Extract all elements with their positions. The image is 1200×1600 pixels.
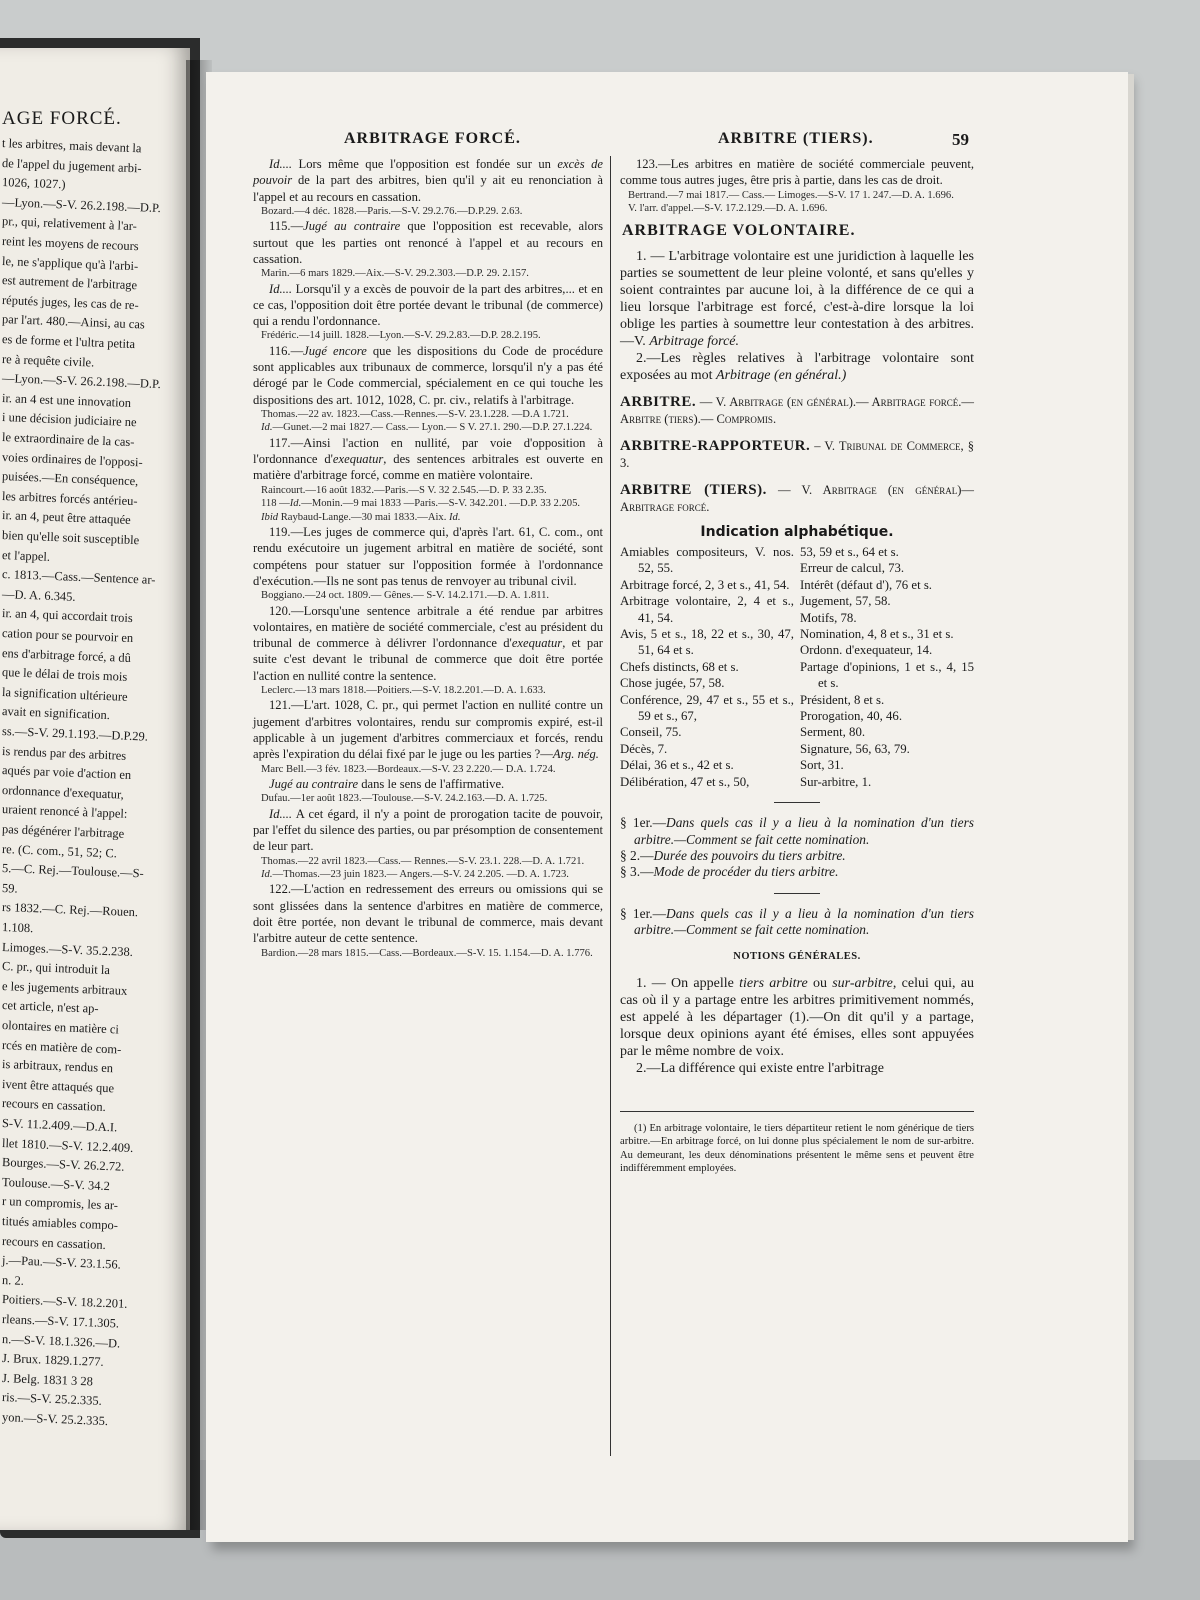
- index-entry: Président, 8 et s.: [800, 692, 885, 707]
- index-entry: Chose jugée, 57, 58.: [620, 676, 725, 691]
- right-column: [620, 156, 974, 1175]
- left-page-line: les arbitres forcés antérieu-: [1, 488, 138, 509]
- running-head-right: ARBITRE (TIERS).: [718, 130, 874, 147]
- citation: Thomas.—22 av. 1823.—Cass.—Rennes.—S-V. 23.1.228. —D.A 1.721.: [261, 409, 569, 421]
- left-page-line: ir. an 4, peut être attaquée: [1, 508, 131, 528]
- left-page-line: llet 1810.—S-V. 12.2.409.: [1, 1135, 134, 1155]
- left-page-line: Toulouse.—S-V. 34.2: [1, 1174, 111, 1193]
- left-page-line: et l'appel.: [1, 547, 51, 564]
- left-page-line: c. 1813.—Cass.—Sentence ar-: [1, 567, 156, 588]
- citation: Marin.—6 mars 1829.—Aix.—S-V. 29.2.303.—D.P. 29. 2.157.: [261, 268, 529, 280]
- citation: Bertrand.—7 mai 1817.— Cass.— Limoges.—S-V. 17 1. 247.—D. A. 1.696.: [628, 189, 954, 201]
- left-page-line: 1026, 1027.): [1, 175, 66, 192]
- index-entry: Amiables compositeurs, V. nos. 52, 55.: [620, 545, 794, 576]
- paragraph-116: 116.—Jugé encore que les dispositions du Code de procédure sont applicables aux tribunaux de commerce, lorsqu'il n'y a pas été dérogé par le Code commercial, spécialement en ce qui touche les dispositions des art. 1012, 1028, C. pr. civ., relatifs à l'arbitrage.: [253, 343, 604, 407]
- citation: Id.—Gunet.—2 mai 1827.— Cass.— Lyon.— S V. 27.1. 290.—D.P. 27.1.224.: [261, 422, 593, 434]
- left-page-line: pas dégénérer l'arbitrage: [1, 822, 125, 841]
- left-page-heading: AGE FORCÉ.: [2, 108, 122, 129]
- left-page-line: bien qu'elle soit susceptible: [1, 528, 140, 548]
- citation: Boggiano.—24 oct. 1809.— Gênes.— S-V. 14.2.171.—D. A. 1.811.: [261, 590, 550, 602]
- left-page-line: ivent être attaqués que: [1, 1076, 115, 1096]
- paragraph: Id.... Lorsqu'il y a excès de pouvoir de la part des arbitres,... et en ce cas, l'opposition doit être portée devant le tribunal (de commerce) qui a rendu l'ordonnance.: [253, 281, 603, 329]
- left-column: [253, 156, 603, 960]
- index-entry: Décès, 7.: [620, 741, 668, 756]
- section-heading: § 1er.—Dans quels cas il y a lieu à la nomination d'un tiers arbitre.—Comment se fait cette nomination.: [620, 905, 974, 938]
- left-page-line: C. pr., qui introduit la: [1, 959, 111, 978]
- left-page-line: aqués par voie d'action en: [1, 763, 132, 783]
- left-page-line: par l'art. 480.—Ainsi, au cas: [1, 312, 146, 332]
- left-page-line: voies ordinaires de l'opposi-: [1, 449, 143, 469]
- divider: [774, 802, 820, 803]
- left-page-line: 5.—C. Rej.—Toulouse.—S-: [1, 861, 145, 881]
- index-column-1: [620, 544, 794, 790]
- left-page-line: r un compromis, les ar-: [1, 1194, 119, 1213]
- left-page-line: Poitiers.—S-V. 18.2.201.: [1, 1292, 128, 1312]
- citation: 118 —Id.—Monin.—9 mai 1833 —Paris.—S-V. 342.201. —D.P. 33 2.205.: [261, 498, 581, 510]
- left-page-line: ir. an 4, qui accordait trois: [1, 606, 134, 626]
- index-entry: Avis, 5 et s., 18, 22 et s., 30, 47, 51, 64 et s.: [620, 627, 794, 658]
- left-page-line: —Lyon.—S-V. 26.2.198.—D.P.: [1, 194, 161, 215]
- left-page-line: le, ne s'applique qu'à l'arbi-: [1, 253, 139, 273]
- left-page-line: cet article, n'est ap-: [1, 998, 99, 1017]
- toc-item: § 2.—Durée des pouvoirs du tiers arbitre.: [620, 847, 846, 863]
- section-title: ARBITRAGE VOLONTAIRE.: [622, 222, 856, 240]
- index-entry: Partage d'opinions, 1 et s., 4, 15 et s.: [800, 659, 974, 691]
- left-page-line: pr., qui, relativement à l'ar-: [1, 214, 138, 234]
- index-entry: Prorogation, 40, 46.: [800, 709, 903, 724]
- index-entry: Erreur de calcul, 73.: [800, 561, 905, 576]
- left-page-line: reint les moyens de recours: [1, 234, 139, 254]
- left-page-line: avait en signification.: [1, 704, 111, 723]
- left-page-line: que le délai de trois mois: [1, 665, 128, 684]
- left-page-line: titués amiables compo-: [1, 1214, 119, 1233]
- left-page-line: J. Belg. 1831 3 28: [1, 1370, 94, 1389]
- citation: Dufau.—1er août 1823.—Toulouse.—S-V. 24.2.163.—D. A. 1.725.: [261, 793, 548, 805]
- left-page-line: j.—Pau.—S-V. 23.1.56.: [1, 1253, 122, 1272]
- left-page-line: re à requête civile.: [1, 351, 95, 370]
- left-page-line: S-V. 11.2.409.—D.A.I.: [1, 1116, 118, 1135]
- left-page-line: rcés en matière de com-: [1, 1037, 122, 1057]
- citation: Raincourt.—16 août 1832.—Paris.—S V. 32 2.545.—D. P. 33 2.35.: [261, 484, 547, 496]
- paragraph-119: 119.—Les juges de commerce qui, d'après l'art. 61, C. com., ont rendu exécutoire un jugement arbitral en matière de société, sont compétens pour statuer sur l'opposition formée à l'ordonnance d'exécution.—Ils ne sont pas tenus de renvoyer au tribunal civil.: [253, 525, 603, 588]
- citation: Thomas.—22 avril 1823.—Cass.— Rennes.—S-V. 23.1. 228.—D. A. 1.721.: [261, 855, 585, 867]
- index-entry: Intérêt (défaut d'), 76 et s.: [800, 577, 932, 592]
- paragraph-117: 117.—Ainsi l'action en nullité, par voie d'opposition à l'ordonnance d'exequatur, des sentences arbitrales est ouverte en matière d'arbitrage forcé, comme en matière volontaire.: [253, 435, 603, 483]
- left-page-line: —Lyon.—S-V. 26.2.198.—D.P.: [1, 371, 161, 392]
- left-page-line: is rendus par des arbitres: [1, 743, 127, 763]
- citation: Id.—Thomas.—23 juin 1823.— Angers.—S-V. 24 2.205. —D. A. 1.723.: [261, 869, 569, 881]
- citation: Bardion.—28 mars 1815.—Cass.—Bordeaux.—S-V. 15. 1.154.—D. A. 1.776.: [261, 947, 593, 959]
- left-page-line: n.—S-V. 18.1.326.—D.: [1, 1331, 121, 1351]
- index-entry: Serment, 80.: [800, 725, 866, 740]
- index-entry: Motifs, 78.: [800, 610, 857, 625]
- index-entry: Conférence, 29, 47 et s., 55 et s., 59 et s., 67,: [620, 692, 794, 724]
- paragraph: Id.... Lors même que l'opposition est fondée sur un excès de pouvoir de la part des arbitres, bien qu'il y ait eu renonciation à l'appel et au recours en cassation.: [253, 157, 604, 204]
- paragraph-121: 121.—L'art. 1028, C. pr., qui permet l'action en nullité contre un jugement d'arbitres volontaires, rendu sur compromis expiré, est-il applicable à un jugement d'arbitres commerciaux et forcés, rendu après l'expiration du délai fixé par le juge ou les parties ?—Arg. nég.: [253, 698, 603, 762]
- footnote-rule: [620, 1111, 974, 1112]
- index-entry: Jugement, 57, 58.: [800, 594, 891, 609]
- left-page-line: yon.—S-V. 25.2.335.: [1, 1410, 109, 1429]
- footnote: (1) En arbitrage volontaire, le tiers départiteur retient le nom générique de tiers arbitre.—En arbitrage forcé, on lui donne plus spécialement le nom de sur-arbitre. Au demeurant, les deux dénominations présentent le même sens et peuvent être indifféremment employées.: [620, 1122, 974, 1175]
- index-entry: Arbitrage forcé, 2, 3 et s., 41, 54.: [620, 577, 790, 592]
- index-entry: Sur-arbitre, 1.: [800, 774, 872, 789]
- page-edge: [1128, 74, 1134, 1540]
- paragraph-120: 120.—Lorsqu'une sentence arbitrale a été rendue par arbitres volontaires, en matière de société commerciale, c'est au président du tribunal de commerce à délivrer l'ordonnance d'exequatur, et par suite c'est devant le tribunal de commerce que doit être portée l'action en nullité contre la sentence.: [253, 603, 604, 683]
- citation: V. l'arr. d'appel.—S-V. 17.2.129.—D. A. 1.696.: [628, 203, 828, 214]
- column-divider: [610, 156, 611, 1456]
- left-page-line: es de forme et l'ultra petita: [1, 332, 136, 352]
- index-column-2: [800, 544, 974, 790]
- cross-reference-arbitre-tiers: ARBITRE (TIERS). — V. Arbitrage (en général)—Arbitrage forcé.: [620, 481, 974, 514]
- left-page-line: rs 1832.—C. Rej.—Rouen.: [1, 900, 139, 920]
- index-entry: Conseil, 75.: [620, 725, 682, 740]
- left-page-line: olontaires en matière ci: [1, 1018, 120, 1037]
- cross-reference-arbitre: ARBITRE. — V. Arbitrage (en général).— Arbitrage forcé.— Arbitre (tiers).— Compromis.: [620, 393, 974, 426]
- left-page-line: n. 2.: [1, 1272, 25, 1288]
- table-of-contents: [620, 815, 974, 881]
- left-page-line: 1.108.: [1, 920, 34, 936]
- left-page-line: réputés juges, les cas de re-: [1, 292, 139, 313]
- citation: Marc Bell.—3 fév. 1823.—Bordeaux.—S-V. 23 2.220.— D.A. 1.724.: [261, 763, 556, 775]
- paragraph: 2.—Les règles relatives à l'arbitrage volontaire sont exposées au mot Arbitrage (en général.): [620, 350, 974, 383]
- index-title: Indication alphabétique.: [700, 523, 894, 540]
- left-page-line: J. Brux. 1829.1.277.: [1, 1351, 104, 1370]
- left-page-line: la signification ultérieure: [1, 684, 128, 704]
- paragraph: 1. — On appelle tiers arbitre ou sur-arbitre, celui qui, au cas où il y a partage entre les arbitres primitivement nommés, est appelé à les départager (1).—On dit qu'il y a partage, lorsque deux opinions ayant été émises, elles sont appuyées par le même nombre de voix.: [620, 975, 975, 1059]
- paragraph: 1. — L'arbitrage volontaire est une juridiction à laquelle les parties se soumettent de leur pleine volonté, et sans qu'elles y soient contraintes par aucune loi, à la différence de ce qui a lieu lorsque l'arbitrage est forcé, c'est-à-dire lorsque la loi oblige les parties à soumettre leur contestation à des arbitres. —V. Arbitrage forcé.: [620, 248, 974, 349]
- paragraph-115: 115.—Jugé au contraire que l'opposition est recevable, alors surtout que les parties ont renoncé à l'appel et au recours en cassation.: [253, 219, 603, 266]
- index-entry: Arbitrage volontaire, 2, 4 et s., 41, 54.: [620, 594, 794, 625]
- toc-item: § 3.—Mode de procéder du tiers arbitre.: [620, 864, 839, 880]
- left-page-line: ens d'arbitrage forcé, a dû: [1, 645, 132, 665]
- index-entry: Chefs distincts, 68 et s.: [620, 659, 739, 674]
- left-page-line: de l'appel du jugement arbi-: [1, 155, 142, 175]
- right-page: [206, 72, 1128, 1542]
- left-page-line: ir. an 4 est une innovation: [1, 390, 132, 410]
- left-page-line: e les jugements arbitraux: [1, 978, 128, 998]
- subsection-title: NOTIONS GÉNÉRALES.: [733, 950, 861, 962]
- index-entry: 53, 59 et s., 64 et s.: [800, 545, 899, 559]
- toc-item: § 1er.—Dans quels cas il y a lieu à la nomination d'un tiers arbitre.—Comment se fait cette nomination.: [620, 815, 974, 847]
- left-page-line: cation pour se pourvoir en: [1, 626, 134, 646]
- index-entry: Nomination, 4, 8 et s., 31 et s.: [800, 627, 954, 642]
- citation: Frédéric.—14 juill. 1828.—Lyon.—S-V. 29.2.83.—D.P. 28.2.195.: [261, 330, 541, 342]
- index-entry: Ordonn. d'exequateur, 14.: [800, 643, 933, 658]
- left-page-line: i une décision judiciaire ne: [1, 410, 137, 430]
- index-entry: Signature, 56, 63, 79.: [800, 741, 910, 756]
- divider: [774, 893, 820, 894]
- left-page-line: t les arbitres, mais devant la: [1, 136, 142, 156]
- left-page-line: —D. A. 6.345.: [1, 586, 76, 604]
- cross-reference-arbitre-rapporteur: ARBITRE-RAPPORTEUR. – V. Tribunal de Commerce, § 3.: [620, 437, 974, 470]
- left-page-line: ss.—S-V. 29.1.193.—D.P.29.: [1, 724, 149, 744]
- citation: Bozard.—4 déc. 1828.—Paris.—S-V. 29.2.76.—D.P.29. 2.63.: [261, 205, 523, 217]
- index-entry: Délibération, 47 et s., 50,: [620, 774, 750, 789]
- paragraph-122: 122.—L'action en redressement des erreurs ou omissions qui se sont glissées dans la sentence d'arbitres en matière de commerce, doit être portée, non devant le tribunal de commerce, mais devant l'arbitre auteur de cette sentence.: [253, 882, 603, 946]
- left-page-line: 59.: [1, 880, 18, 896]
- paragraph: Id.... A cet égard, il n'y a point de prorogation tacite de pouvoir, par l'effet du silence des parties, ou par présomption de consentement de leur part.: [253, 806, 603, 854]
- left-page-line: le extraordinaire de la cas-: [1, 430, 135, 450]
- page-number: 59: [952, 130, 969, 149]
- alphabetical-index: [620, 544, 974, 790]
- left-page-line: recours en cassation.: [1, 1096, 106, 1115]
- paragraph-123: 123.—Les arbitres en matière de société commerciale peuvent, comme tous autres juges, être pris à partie, dans les cas de droit.: [620, 157, 974, 188]
- paragraph: 2.—La différence qui existe entre l'arbitrage: [636, 1060, 884, 1076]
- left-page-line: est autrement de l'arbitrage: [1, 273, 138, 293]
- left-page-line: is arbitraux, rendus en: [1, 1057, 114, 1076]
- left-page-line: uraient renoncé à l'appel:: [1, 802, 128, 822]
- running-head-left: ARBITRAGE FORCÉ.: [344, 130, 521, 147]
- left-page-line: rleans.—S-V. 17.1.305.: [1, 1312, 120, 1331]
- left-page-line: puisées.—En conséquence,: [1, 469, 139, 489]
- index-entry: Sort, 31.: [800, 758, 844, 773]
- paragraph: Jugé au contraire dans le sens de l'affirmative.: [269, 777, 505, 792]
- left-page-line: ris.—S-V. 25.2.335.: [1, 1390, 102, 1409]
- citation: Leclerc.—13 mars 1818.—Poitiers.—S-V. 18.2.201.—D. A. 1.633.: [261, 685, 546, 697]
- index-entry: Délai, 36 et s., 42 et s.: [620, 758, 734, 773]
- left-page-line: Limoges.—S-V. 35.2.238.: [1, 939, 134, 959]
- left-page: [0, 48, 190, 1530]
- left-page-line: recours en cassation.: [1, 1233, 106, 1252]
- left-page-line: Bourges.—S-V. 26.2.72.: [1, 1155, 125, 1174]
- citation: Ibid Raybaud-Lange.—30 mai 1833.—Aix. Id.: [261, 511, 461, 523]
- left-page-line: re. (C. com., 51, 52; C.: [1, 841, 118, 861]
- left-page-line: ordonnance d'exequatur,: [1, 782, 125, 802]
